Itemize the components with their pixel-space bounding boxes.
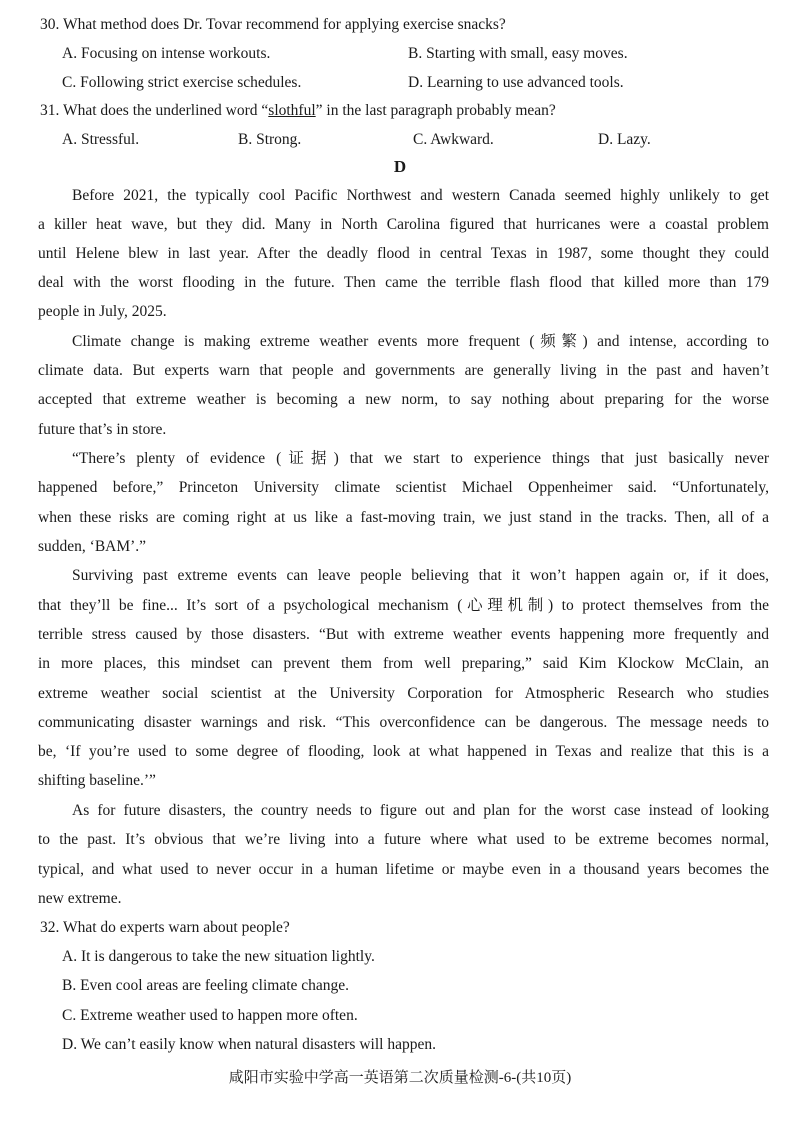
question-30-option-d: D. Learning to use advanced tools.	[408, 74, 624, 91]
passage-line: As for future disasters, the country needs to figure out and plan for the worst case instead of looking	[72, 802, 769, 819]
passage-line: that they’ll be fine... It’s sort of a psychological mechanism (心理机制) to protect themselves from the	[38, 597, 769, 614]
question-30-option-b: B. Starting with small, easy moves.	[408, 45, 628, 62]
passage-line: Surviving past extreme events can leave people believing that it won’t happen again or, if it does,	[72, 567, 769, 584]
passage-line: accepted that extreme weather is becoming a new norm, to say nothing about preparing for the worse	[38, 391, 769, 408]
question-31-option-d: D. Lazy.	[598, 131, 651, 148]
passage-line: people in July, 2025.	[38, 303, 167, 320]
question-31-stem	[40, 101, 800, 121]
passage-line: until Helene blew in last year. After the deadly flood in central Texas in 1987, some thought they could	[38, 245, 769, 262]
passage-line: a killer heat wave, but they did. Many in North Carolina figured that hurricanes were a coastal problem	[38, 216, 769, 233]
passage-line: happened before,” Princeton University climate scientist Michael Oppenheimer said. “Unfortunately,	[38, 479, 769, 496]
question-30-option-c: C. Following strict exercise schedules.	[62, 74, 302, 91]
passage-line: terrible stress caused by those disasters. “But with extreme weather events happening more frequently and	[38, 626, 769, 643]
question-32-option-d: D. We can’t easily know when natural disasters will happen.	[62, 1036, 436, 1053]
question-30-stem: 30. What method does Dr. Tovar recommend for applying exercise snacks?	[40, 16, 506, 33]
passage-line: “There’s plenty of evidence (证据) that we start to experience things that just basically never	[72, 450, 769, 467]
passage-line: communicating disaster warnings and risk. “This overconfidence can be dangerous. The message needs to	[38, 714, 769, 731]
question-31-stem-text: 31. What does the underlined word “slothful” in the last paragraph probably mean?	[40, 102, 556, 119]
passage-line: in more places, this mindset can prevent them from well preparing,” said Kim Klockow McClain, an	[38, 655, 769, 672]
passage-line: sudden, ‘BAM’.”	[38, 538, 147, 555]
question-32-stem: 32. What do experts warn about people?	[40, 919, 290, 936]
page-footer: 咸阳市实验中学高一英语第二次质量检测-6-(共10页)	[228, 1070, 572, 1086]
passage-line: be, ‘If you’re used to some degree of flooding, look at what happened in Texas and realize that this is a	[38, 743, 769, 760]
question-31-option-b: B. Strong.	[238, 131, 302, 148]
passage-line: future that’s in store.	[38, 421, 167, 438]
section-heading: D	[393, 157, 407, 176]
question-32-option-a: A. It is dangerous to take the new situation lightly.	[62, 948, 375, 965]
passage-line: extreme weather social scientist at the University Corporation for Atmospheric Research who studies	[38, 685, 769, 702]
question-32-option-b: B. Even cool areas are feeling climate change.	[62, 977, 350, 994]
question-32-option-c: C. Extreme weather used to happen more often.	[62, 1007, 358, 1024]
passage-line: new extreme.	[38, 890, 122, 907]
passage-line: Before 2021, the typically cool Pacific Northwest and western Canada seemed highly unlikely to get	[72, 187, 769, 204]
passage-line: deal with the worst flooding in the future. Then came the terrible flash flood that killed more than 179	[38, 274, 769, 291]
question-31-option-a: A. Stressful.	[62, 131, 140, 148]
passage-line: to the past. It’s obvious that we’re living into a future where what used to be extreme becomes normal,	[38, 831, 769, 848]
passage-line: Climate change is making extreme weather events more frequent (频繁) and intense, according to	[72, 333, 769, 350]
passage-line: climate data. But experts warn that people and governments are generally living in the past and haven’t	[38, 362, 769, 379]
passage-line: when these risks are coming right at us like a fast-moving train, we just stand in the tracks. Then, all of a	[38, 509, 769, 526]
passage-line: typical, and what used to never occur in a human lifetime or maybe even in a thousand years becomes the	[38, 861, 769, 878]
question-30-option-a: A. Focusing on intense workouts.	[62, 45, 271, 62]
question-31-option-c: C. Awkward.	[413, 131, 494, 148]
passage-line: shifting baseline.’”	[38, 772, 156, 789]
underlined-word: slothful	[268, 102, 316, 119]
